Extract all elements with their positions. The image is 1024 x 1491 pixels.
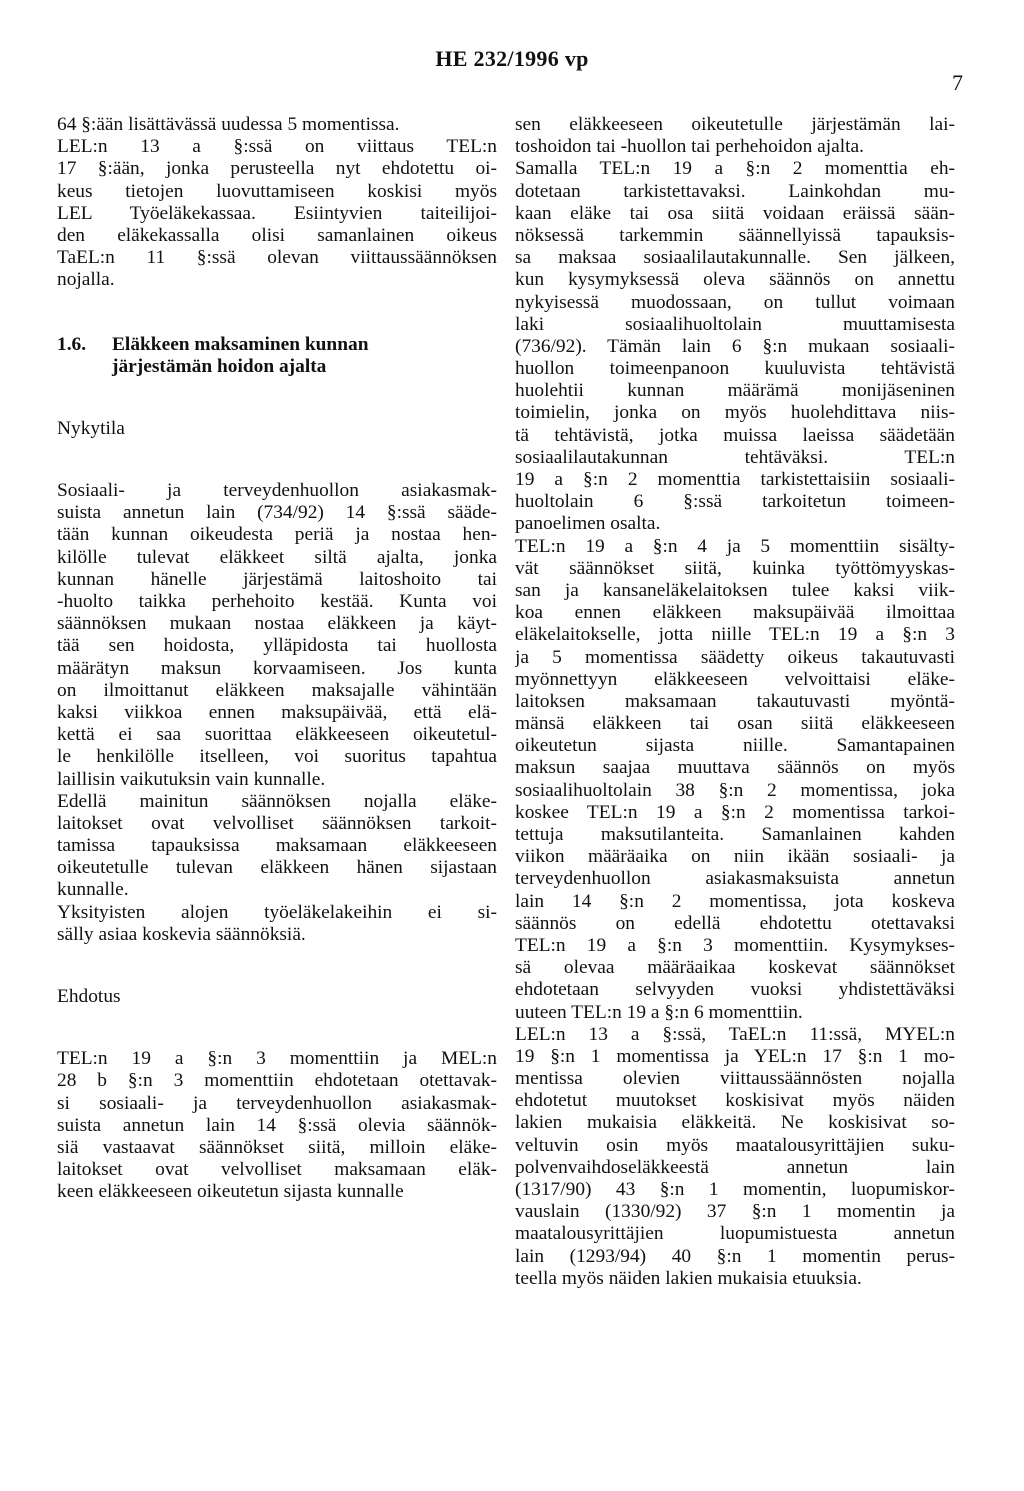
text-line: nöksessä tarkemmin säännellyissä tapauksis- [515,224,955,246]
text-line: siä vastaavat säännökset siitä, milloin eläke- [57,1137,497,1158]
text-line: ehdotetut muutokset koskisivat myös näiden [515,1090,955,1112]
text-line: kunnalle. [57,879,129,901]
current-state-paragraphs [57,480,497,946]
text-line: kilölle tulevat eläkkeet siltä ajalta, jonka [57,546,497,568]
text-line: TEL:n 19 a §:n 3 momenttiin. Kysymykses- [515,934,955,956]
right-column-text [515,114,955,1290]
subheading-current-state: Nykytila [57,417,125,439]
text-line: eläkelaitokselle, jotta niille TEL:n 19 a §:n 3 [515,624,955,646]
text-line: tettuja maksutilanteita. Samanlainen kahden [515,824,955,845]
text-line: kettä ei saa suorittaa eläkkeeseen oikeutetul- [57,724,497,746]
text-line: kaan eläke tai osa siitä voidaan eräissä sään- [515,202,955,224]
intro-paragraph [57,114,497,292]
text-line: oikeutetulle tulevan eläkkeen hänen sijastaan [57,857,497,879]
text-line: mänsä eläkkeen tai osan siitä eläkkeeseen [515,713,955,735]
text-line: (736/92). Tämän lain 6 §:n mukaan sosiaali- [515,335,955,357]
text-line: si sosiaali- ja terveydenhuollon asiakasmak- [57,1092,497,1114]
text-line: tamissa tapauksissa maksamaan eläkkeeseen [57,835,497,857]
text-line: uuteen TEL:n 19 a §:n 6 momenttiin. [515,1001,803,1023]
text-line: on ilmoittanut eläkkeen maksajalle vähintään [57,679,497,701]
text-line: polvenvaihdoseläkkeestä annetun lain [515,1156,955,1178]
section-number: 1.6. [57,333,87,355]
text-line: huolehtii kunnan määrämä monijäseninen [515,380,955,402]
text-line: den eläkekassalla olisi samanlainen oikeus [57,224,497,246]
right-column [515,114,955,1290]
text-line: lain 14 §:n 2 momentissa, jota koskeva [515,890,955,912]
text-line: LEL:n 13 a §:ssä on viittaus TEL:n [57,136,497,158]
text-line: mentissa olevien viittaussäännösten nojalla [515,1068,955,1090]
section-heading [57,334,497,378]
text-line: laitokset ovat velvolliset maksamaan eläk- [57,1159,497,1181]
text-line: sä olevaa määräaikaa koskevat säännökset [515,957,955,979]
text-line: san ja kansaneläkelaitoksen tulee kaksi viik- [515,579,955,601]
text-line: 19 a §:n 2 momenttia tarkistettaisiin sosiaali- [515,469,955,490]
text-line: määrätyn maksun korvaamiseen. Jos kunta [57,657,497,679]
text-line: keus tietojen luovuttamiseen koskisi myös [57,180,497,202]
text-line: kunnan hänelle järjestämä laitoshoito tai [57,568,497,590]
text-line: LEL Työeläkekassaa. Esiintyvien taiteilijoi- [57,202,497,224]
text-line: kaksi viikkoa ennen maksupäivää, että elä- [57,701,497,723]
text-line: laitokset ovat velvolliset säännöksen tarkoit- [57,812,497,834]
text-line: säännös on edellä ehdotettu otettavaksi [515,912,955,934]
text-line: veltuvin osin myös maatalousyrittäjien suku- [515,1134,955,1156]
text-line: suista annetun lain (734/92) 14 §:ssä sääde- [57,502,497,524]
text-line: ja 5 momentissa säädetty oikeus takautuvasti [515,646,955,668]
text-line: maksun saajaa muuttava säännös on myös [515,757,955,779]
text-line: koa ennen eläkkeen maksupäivää ilmoittaa [515,602,955,624]
text-line: huollon toimeenpanoon kuuluvista tehtävistä [515,358,955,380]
text-line: sosiaalihuoltolain 38 §:n 2 momentissa, joka [515,779,955,801]
proposal-paragraph [57,1048,497,1203]
text-line: vät säännökset siitä, kuinka työttömyyskas- [515,557,955,579]
text-line: laitoksen maksamaan takautuvasti myöntä- [515,690,955,712]
text-line: oikeutetun sijasta niille. Samantapainen [515,735,955,757]
text-line: terveydenhuollon asiakasmaksuista annetun [515,868,955,890]
page-number: 7 [952,70,963,95]
text-line: laki sosiaalihuoltolain muuttamisesta [515,313,955,335]
text-line: 64 §:ään lisättävässä uudessa 5 momentissa. [57,114,400,135]
text-line: 28 b §:n 3 momenttiin ehdotetaan otettavak- [57,1070,497,1092]
section-title-line2: järjestämän hoidon ajalta [112,355,327,377]
text-line: laillisin vaikutuksin vain kunnalle. [57,768,326,790]
text-line: keen eläkkeeseen oikeutetun sijasta kunnalle [57,1181,404,1203]
text-line: dotetaan tarkistettavaksi. Lainkohdan mu- [515,180,955,202]
subheading-proposal: Ehdotus [57,986,121,1008]
text-line: toshoidon tai -huollon tai perhehoidon ajalta. [515,136,864,158]
text-line: Samalla TEL:n 19 a §:n 2 momenttia eh- [515,158,955,180]
text-line: 17 §:ään, jonka perusteella nyt ehdotettu oi- [57,158,497,180]
text-line: säännöksen mukaan nostaa eläkkeen ja käyt- [57,613,497,635]
text-line: LEL:n 13 a §:ssä, TaEL:n 11:ssä, MYEL:n [515,1023,955,1045]
text-line: sälly asiaa koskevia säännöksiä. [57,923,306,945]
text-line: nykyisessä muodossaan, on tullut voimaan [515,291,955,313]
text-line: Edellä mainitun säännöksen nojalla eläke- [57,790,497,812]
text-line: maatalousyrittäjien luopumistuesta annetun [515,1223,955,1245]
text-line: viikon määräaika on niin ikään sosiaali- ja [515,846,955,868]
text-line: TaEL:n 11 §:ssä olevan viittaussäännöksen [57,247,497,269]
text-line: teella myös näiden lakien mukaisia etuuksia. [515,1267,862,1289]
text-line: (1317/90) 43 §:n 1 momentin, luopumiskor- [515,1179,955,1200]
section-title-line1: Eläkkeen maksaminen kunnan [112,333,369,355]
text-line: ehdotetaan selvyyden vuoksi yhdistettäväksi [515,979,955,1001]
text-line: sa maksaa sosiaalilautakunnalle. Sen jälkeen, [515,247,955,269]
text-line: nojalla. [57,269,115,291]
text-line: toimielin, jonka on myös huolehdittava niis- [515,402,955,424]
text-line: sen eläkkeeseen oikeutetulle järjestämän lai- [515,114,955,135]
text-line: myönnettyyn eläkkeeseen velvoittaisi eläke- [515,668,955,690]
text-line: 19 §:n 1 momentissa ja YEL:n 17 §:n 1 mo- [515,1045,955,1067]
text-line: suista annetun lain 14 §:ssä olevia säännök- [57,1114,497,1136]
text-line: le henkilölle itselleen, voi suoritus tapahtua [57,746,497,768]
text-line: huoltolain 6 §:ssä tarkoitetun toimeen- [515,491,955,513]
text-line: sosiaalilautakunnan tehtäväksi. TEL:n [515,446,955,468]
text-line: -huolto taikka perhehoito kestää. Kunta voi [57,591,497,613]
text-line: kun kysymyksessä oleva säännös on annettu [515,269,955,291]
text-line: lain (1293/94) 40 §:n 1 momentin perus- [515,1245,955,1267]
text-line: panoelimen osalta. [515,513,661,535]
text-line: tää sen hoidosta, ylläpidosta tai huollosta [57,635,497,657]
text-line: Sosiaali- ja terveydenhuollon asiakasmak- [57,480,497,502]
text-line: vauslain (1330/92) 37 §:n 1 momentin ja [515,1201,955,1223]
text-line: koskee TEL:n 19 a §:n 2 momentissa tarkoi- [515,801,955,823]
text-line: TEL:n 19 a §:n 3 momenttiin ja MEL:n [57,1048,497,1070]
left-column [57,114,497,1204]
text-line: TEL:n 19 a §:n 4 ja 5 momenttiin sisälty- [515,535,955,557]
text-line: tään kunnan oikeudesta periä ja nostaa hen- [57,524,497,546]
page-header-title: HE 232/1996 vp [435,46,589,71]
text-line: tä tehtävistä, jotka muissa laeissa säädetään [515,424,955,446]
text-line: lakien mukaisia eläkkeitä. Ne koskisivat so- [515,1112,955,1134]
text-line: Yksityisten alojen työeläkelakeihin ei si- [57,901,497,923]
